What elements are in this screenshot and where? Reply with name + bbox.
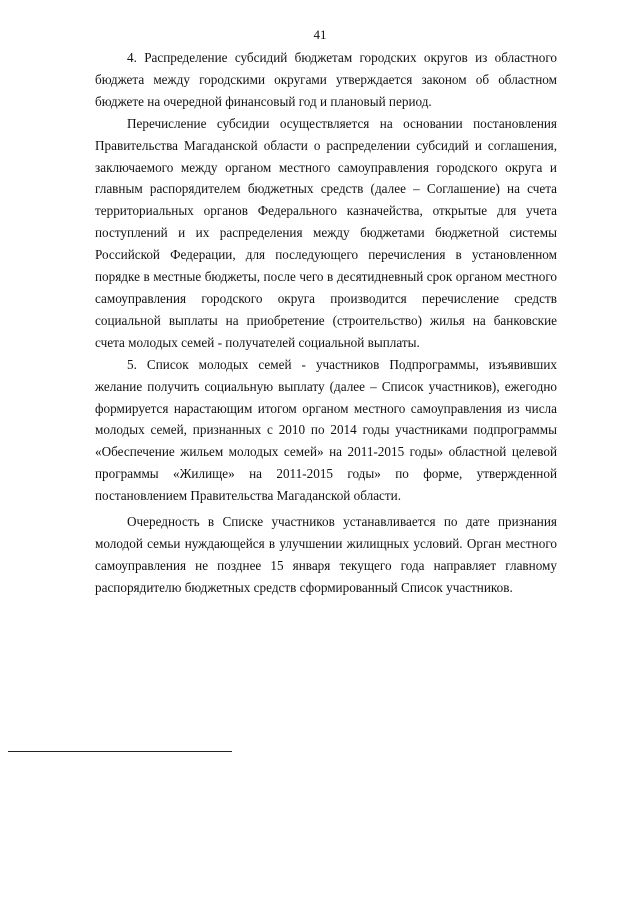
footnote-divider — [8, 751, 232, 752]
page-number: 41 — [313, 27, 327, 42]
paragraph-subsidy-transfer: Перечисление субсидии осуществляется на основании постановления Правительства Магаданской области о распределении субсидий и соглашения, заключаемого между органом местного самоуправления городского округа и главным распорядителем бюджетных средств (далее – Соглашение) на счета территориальных органов Федерального казначейства, открытые для учета поступлений и их распределения между бюджетами бюджетной системы Российской Федерации, для последующего перечисления в установленном порядке в местные бюджеты, после чего в десятидневный срок органом местного самоуправления городского округа производится перечисление средств социальной выплаты на приобретение (строительство) жилья на банковские счета молодых семей - получателей социальной выплаты. — [95, 115, 557, 350]
paragraph-subsidy-distribution: 4. Распределение субсидий бюджетам городских округов из областного бюджета между городскими округами утверждается законом об областном бюджете на очередной финансовый год и плановый период. — [95, 50, 557, 109]
document-body — [95, 47, 557, 599]
paragraph-participant-list: 5. Список молодых семей - участников Подпрограммы, изъявивших желание получить социальную выплату (далее – Список участников), ежегодно формируется нарастающим итогом органом местного самоуправления из числа молодых семей, признанных с 2010 по 2014 годы участниками подпрограммы «Обеспечение жильем молодых семей» на 2011-2015 годы» областной целевой программы «Жилище» на 2011-2015 годы» по форме, утвержденной постановлением Правительства Магаданской области. — [95, 356, 557, 504]
paragraph-queue-order: Очередность в Списке участников устанавливается по дате признания молодой семьи нуждающейся в улучшении жилищных условий. Орган местного самоуправления не позднее 15 января текущего года направляет главному распорядителю бюджетных средств сформированный Список участников. — [95, 514, 557, 595]
